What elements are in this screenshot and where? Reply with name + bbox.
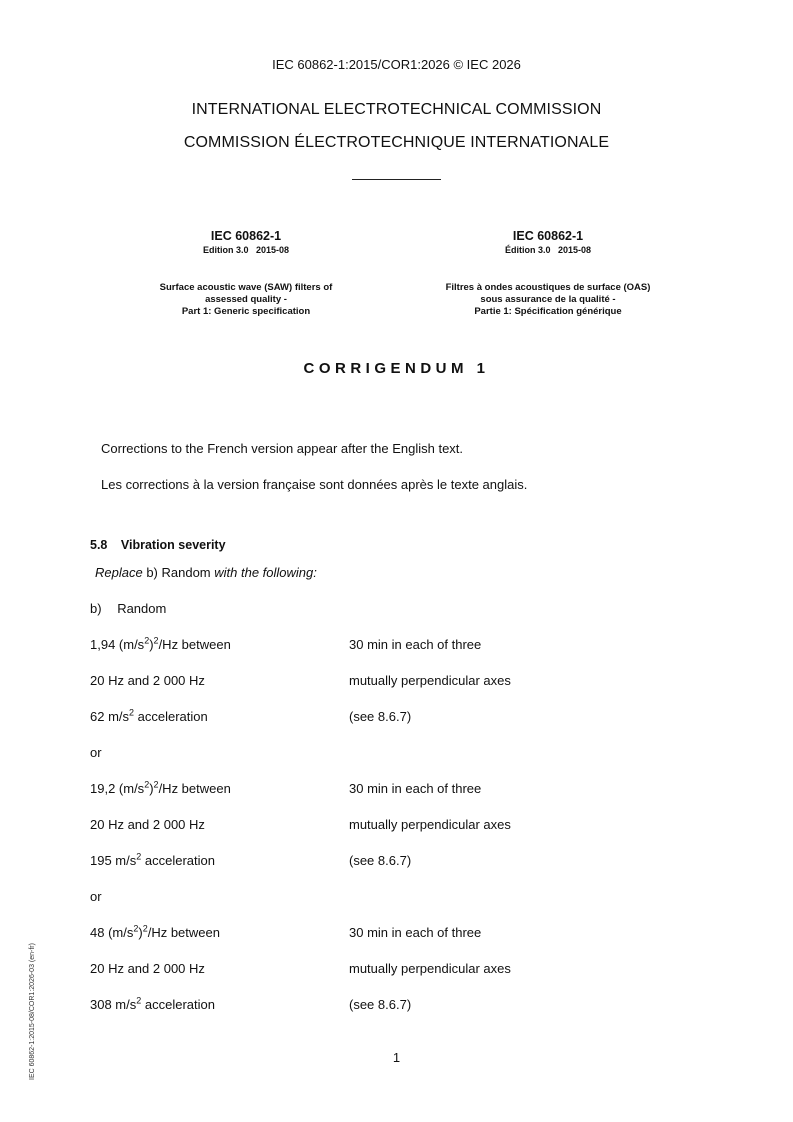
severity-duration: 30 min in each of three: [349, 925, 482, 940]
replacement-instruction: [95, 565, 317, 580]
clause-title: Vibration severity: [120, 538, 226, 552]
title-line: assessed quality -: [205, 294, 287, 305]
severity-frequency-range: 20 Hz and 2 000 Hz: [90, 817, 205, 832]
edition-english: Edition 3.0 2015-08: [202, 245, 290, 255]
standard-number-french: IEC 60862-1: [512, 229, 584, 243]
note-english: Corrections to the French version appear after the English text.: [101, 441, 464, 456]
severity-axes: mutually perpendicular axes: [349, 673, 511, 688]
severity-axes: mutually perpendicular axes: [349, 817, 511, 832]
clause-number: 5.8: [90, 538, 108, 552]
title-line: Surface acoustic wave (SAW) filters of: [159, 282, 333, 293]
severity-frequency-range: 20 Hz and 2 000 Hz: [90, 961, 205, 976]
severity-spectral-density: 48 $(m/s^2)^2/Hz$ between: [90, 923, 220, 940]
severity-reference: (see 8.6.7): [349, 709, 412, 724]
severity-duration: 30 min in each of three: [349, 637, 482, 652]
severity-frequency-range: 20 Hz and 2 000 Hz: [90, 673, 205, 688]
severity-acceleration: 62 $m/s^2$ acceleration: [90, 707, 208, 724]
instruction-item: b) Random: [146, 565, 211, 580]
severity-acceleration: 195 $m/s^2$ acceleration: [90, 851, 215, 868]
standard-title-english: [116, 282, 376, 318]
or-text: or: [90, 889, 102, 904]
subitem-text: Random: [117, 601, 167, 616]
severity-spectral-density: 1,94 $(m/s^2)^2/Hz$ between: [90, 635, 231, 652]
title-line: sous assurance de la qualité -: [480, 294, 616, 305]
document-identifier: IEC 60862-1:2015/COR1:2026 © IEC 2026: [272, 57, 521, 72]
edition-french: Édition 3.0 2015-08: [504, 245, 592, 255]
severity-reference: (see 8.6.7): [349, 997, 412, 1012]
header-divider: [352, 179, 441, 180]
corrigendum-heading: CORRIGENDUM 1: [303, 360, 490, 377]
standard-number-english: IEC 60862-1: [210, 229, 282, 243]
organization-name-french: COMMISSION ÉLECTROTECHNIQUE INTERNATIONALE: [183, 134, 610, 151]
standard-title-french: [418, 282, 678, 318]
title-line: Part 1: Generic specification: [181, 306, 311, 317]
side-margin-identifier: IEC 60862-1:2015-08/COR1:2026-03 (en-fr): [29, 943, 36, 1080]
title-line: Filtres à ondes acoustiques de surface (OAS): [445, 282, 651, 293]
severity-acceleration: 308 $m/s^2$ acceleration: [90, 995, 215, 1012]
instruction-replace: Replace: [95, 565, 143, 580]
subitem-label: b): [90, 601, 102, 616]
clause-heading: [90, 538, 226, 552]
note-french: Les corrections à la version française sont données après le texte anglais.: [101, 477, 528, 492]
instruction-with: with the following:: [214, 565, 317, 580]
page-number: 1: [392, 1050, 401, 1065]
severity-duration: 30 min in each of three: [349, 781, 482, 796]
or-text: or: [90, 745, 102, 760]
severity-spectral-density: 19,2 $(m/s^2)^2/Hz$ between: [90, 779, 231, 796]
title-line: Partie 1: Spécification générique: [474, 306, 622, 317]
severity-axes: mutually perpendicular axes: [349, 961, 511, 976]
severity-reference: (see 8.6.7): [349, 853, 412, 868]
organization-name-english: INTERNATIONAL ELECTROTECHNICAL COMMISSION: [191, 101, 602, 118]
subitem-heading: [90, 601, 166, 616]
